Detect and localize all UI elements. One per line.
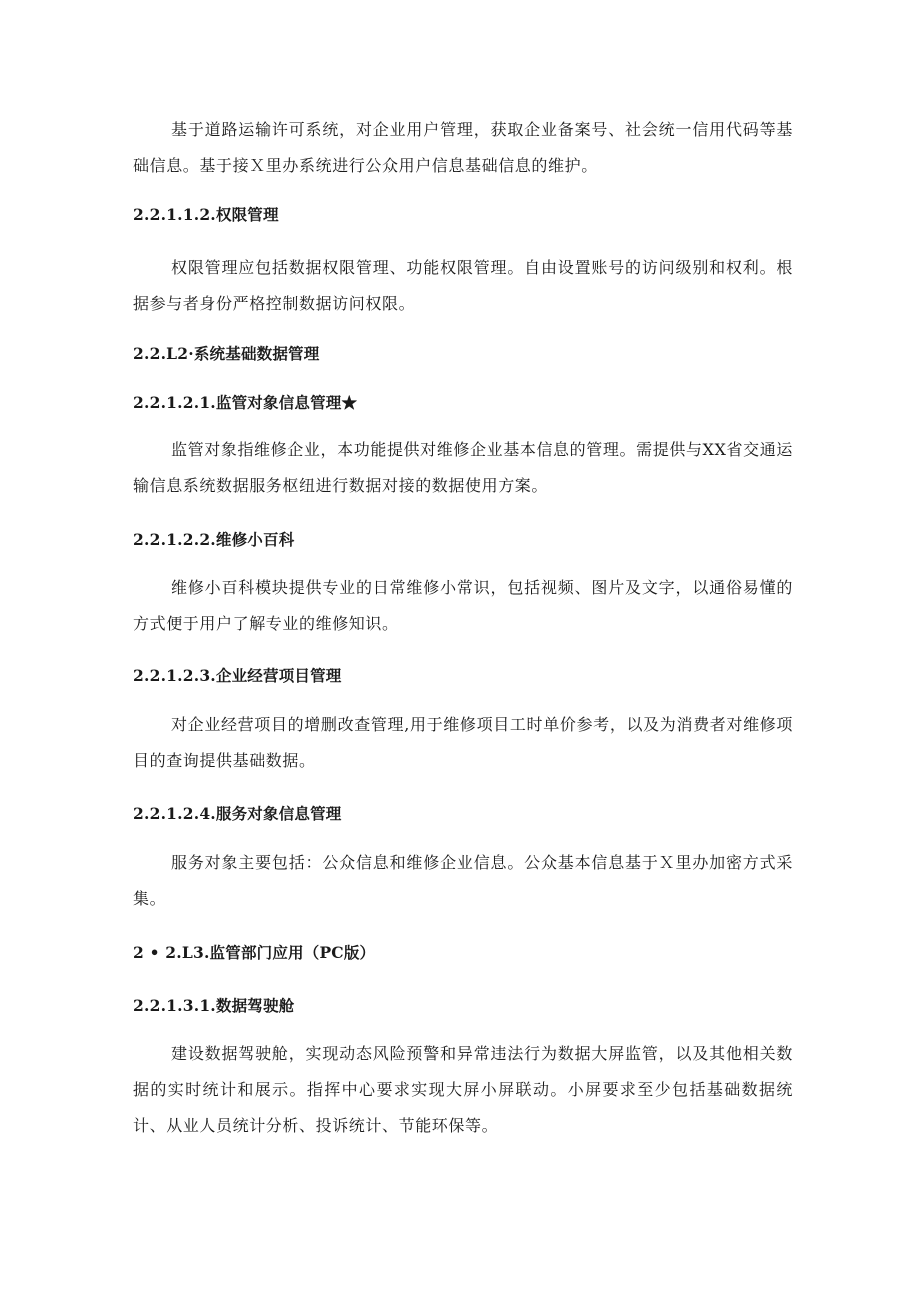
paragraph-text: 建设数据驾驶舱，实现动态风险预警和异常违法行为数据大屏监管，以及其他相关数据的实时统计和展示。指挥中心要求实现大屏小屏联动。小屏要求至少包括基础数据统计、从业人员统计分析、投诉统计、节能环保等。: [133, 1044, 793, 1135]
paragraph-business-items: [133, 707, 793, 779]
section-heading: 2 • 2.L3.监管部门应用（PC版）: [133, 943, 376, 962]
heading-regulator-application: [133, 941, 793, 965]
paragraph-user-management: [133, 112, 793, 184]
paragraph-permission-management: [133, 250, 793, 322]
heading-business-items: [133, 664, 793, 688]
heading-maintenance-wiki: [133, 528, 793, 552]
heading-permission-management: [133, 203, 793, 227]
paragraph-text: 基于道路运输许可系统，对企业用户管理，获取企业备案号、社会统一信用代码等基础信息。基于接Ｘ里办系统进行公众用户信息基础信息的维护。: [133, 120, 793, 175]
paragraph-maintenance-wiki: [133, 570, 793, 642]
section-heading: 2.2.1.1.2.权限管理: [133, 205, 279, 224]
paragraph-service-object-info: [133, 845, 793, 917]
section-heading: 2.2.L2·系统基础数据管理: [133, 344, 320, 363]
heading-basic-data-management: [133, 342, 793, 366]
heading-supervised-object-info: [133, 391, 793, 415]
paragraph-text: 对企业经营项目的增删改查管理,用于维修项目工时单价参考，以及为消费者对维修项目的查询提供基础数据。: [133, 715, 793, 770]
paragraph-text: 权限管理应包括数据权限管理、功能权限管理。自由设置账号的访问级别和权利。根据参与者身份严格控制数据访问权限。: [133, 258, 793, 313]
section-heading: 2.2.1.2.2.维修小百科: [133, 530, 295, 549]
paragraph-data-cockpit: [133, 1036, 793, 1144]
paragraph-text: 服务对象主要包括：公众信息和维修企业信息。公众基本信息基于Ｘ里办加密方式采集。: [133, 853, 793, 908]
heading-data-cockpit: [133, 994, 793, 1018]
paragraph-text: 维修小百科模块提供专业的日常维修小常识，包括视频、图片及文字，以通俗易懂的方式便于用户了解专业的维修知识。: [133, 578, 793, 633]
section-heading: 2.2.1.2.4.服务对象信息管理: [133, 804, 342, 823]
section-heading: 2.2.1.2.1.监管对象信息管理★: [133, 393, 358, 412]
section-heading: 2.2.1.2.3.企业经营项目管理: [133, 666, 342, 685]
section-heading: 2.2.1.3.1.数据驾驶舱: [133, 996, 295, 1015]
paragraph-text: 监管对象指维修企业，本功能提供对维修企业基本信息的管理。需提供与XX省交通运输信息系统数据服务枢纽进行数据对接的数据使用方案。: [133, 440, 793, 495]
paragraph-supervised-object-info: [133, 432, 793, 504]
heading-service-object-info: [133, 802, 793, 826]
